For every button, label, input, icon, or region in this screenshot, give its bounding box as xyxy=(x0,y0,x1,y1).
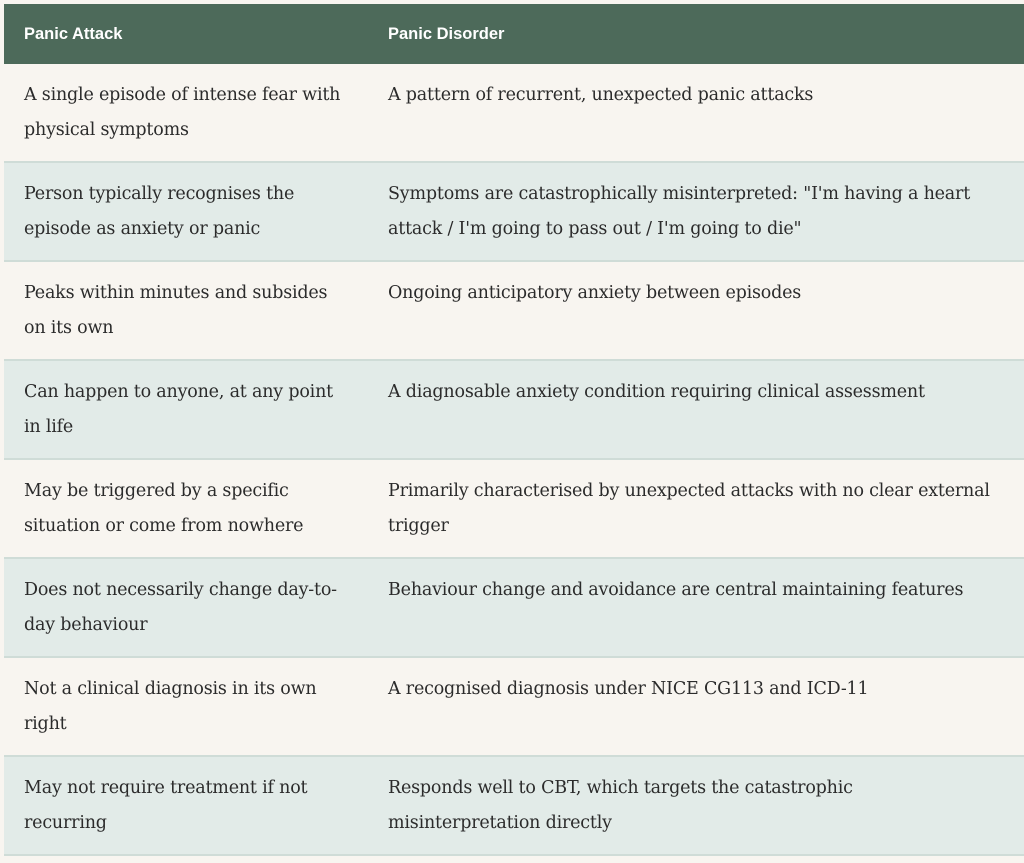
cell-panic-attack: Peaks within minutes and subsides on its own xyxy=(4,261,368,360)
header-row xyxy=(4,4,1024,64)
table-row xyxy=(4,162,1024,261)
table-row xyxy=(4,558,1024,657)
cell-panic-attack: May not require treatment if not recurring xyxy=(4,756,368,855)
cell-panic-disorder: Responds well to CBT, which targets the catastrophic misinterpretation directly xyxy=(368,756,1024,855)
cell-panic-disorder: A recognised diagnosis under NICE CG113 and ICD-11 xyxy=(368,657,1024,756)
table-row xyxy=(4,459,1024,558)
header-panic-disorder: Panic Disorder xyxy=(368,4,1024,64)
header-panic-attack: Panic Attack xyxy=(4,4,368,64)
cell-panic-attack: May be triggered by a specific situation or come from nowhere xyxy=(4,459,368,558)
cell-panic-disorder: A diagnosable anxiety condition requiring clinical assessment xyxy=(368,360,1024,459)
cell-panic-attack: Does not necessarily change day-to-day behaviour xyxy=(4,558,368,657)
comparison-table-container xyxy=(4,4,1024,856)
cell-panic-disorder: A pattern of recurrent, unexpected panic attacks xyxy=(368,64,1024,162)
cell-panic-attack: Not a clinical diagnosis in its own right xyxy=(4,657,368,756)
table-row xyxy=(4,261,1024,360)
table-row xyxy=(4,657,1024,756)
table-body xyxy=(4,64,1024,855)
table-row xyxy=(4,360,1024,459)
table-row xyxy=(4,64,1024,162)
cell-panic-attack: Person typically recognises the episode as anxiety or panic xyxy=(4,162,368,261)
cell-panic-disorder: Symptoms are catastrophically misinterpreted: "I'm having a heart attack / I'm going to pass out / I'm going to die" xyxy=(368,162,1024,261)
cell-panic-disorder: Ongoing anticipatory anxiety between episodes xyxy=(368,261,1024,360)
table-header xyxy=(4,4,1024,64)
table-row xyxy=(4,756,1024,855)
cell-panic-attack: Can happen to anyone, at any point in life xyxy=(4,360,368,459)
comparison-table xyxy=(4,4,1024,856)
cell-panic-attack: A single episode of intense fear with physical symptoms xyxy=(4,64,368,162)
cell-panic-disorder: Behaviour change and avoidance are central maintaining features xyxy=(368,558,1024,657)
cell-panic-disorder: Primarily characterised by unexpected attacks with no clear external trigger xyxy=(368,459,1024,558)
